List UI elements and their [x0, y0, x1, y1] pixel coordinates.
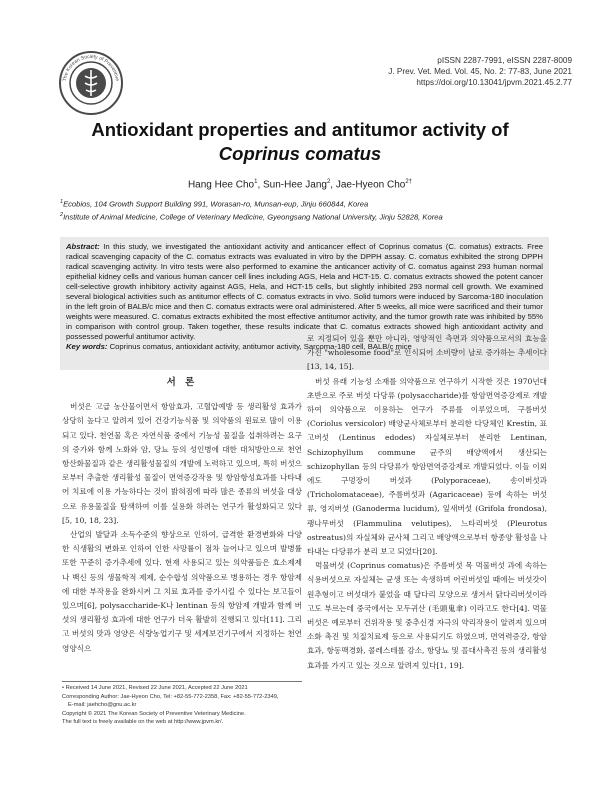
- author-2: Sun-Hee Jang: [263, 179, 327, 191]
- logo-text: The Korean Society of Preventive: [62, 53, 120, 82]
- body-paragraph: 버섯 유래 기능성 소재를 의약품으로 연구하기 시작한 것은 1970년대 초반으로 주로 버섯 다당류 (polysaccharide)를 항암면역증강제로 개발하여 의약품으로 이용하는 연구가 주류를 이루었으며, 구름버섯 (Coriolus versicolor) 배양균사체로부터 분리한 다당체인 Krestin, 표고버섯 (Lentinus edodes) 자실체로부터 분리한 Lentinan, Schizophyllum commune 균주의 배양액에서 생산되는 schizophyllan 등의 다당류가 항암면역증강제로 개발되었다. 이들 이외에도 구멍장이 버섯과 (Polyporaceae), 송이버섯과 (Tricholomataceae), 주름버섯과 (Agaricaceae) 등에 속하는 버섯류, 영지버섯 (Ganoderma lucidum), 잎새버섯 (Grifola frondosa), 팽나무버섯 (Flammulina velutipes), 느타리버섯 (Pleurotus ostreatus)의 자실체와 균사체 그리고 배양액으로부터 항종양 활성을 나타내는 다당류가 분리 보고 되었다[20].: [307, 376, 547, 557]
- issn-line: pISSN 2287-7991, eISSN 2287-8009: [437, 56, 572, 65]
- abstract-paragraph: [66, 242, 543, 342]
- corresponding-author: Corresponding Author: Jae-Hyeon Cho, Tel: +82-55-772-2358, Fax: +82-55-772-2349,: [62, 693, 279, 700]
- title-species: Coprinus comatus: [218, 143, 382, 164]
- affiliation-number: 2: [60, 211, 64, 218]
- title-main: Antioxidant properties and antitumor activity of: [91, 119, 509, 140]
- author-3: Jae-Hyeon Cho: [335, 179, 406, 191]
- received-dates: • Received 14 June 2021, Revised 22 June 2021, Accepted 22 June 2021: [62, 685, 248, 691]
- body-paragraph: 버섯은 고급 농산물이면서 항암효과, 고혈압예방 등 생리활성 효과가 상당히 높다고 알려져 있어 건강기능식품 및 의약품의 원료로 많이 이용되고 있다. 천연물 혹은 자연식품 중에서 기능성 물질을 섭취하려는 요구의 증가와 함께 노화와 암, 당뇨 등의 성인병에 대한 대처방안으로 천연 항산화물질과 같은 생리활성물질의 개발에 노력하고 있으며, 특히 버섯으로부터 추출한 생리활성 물질이 면역증강작용 및 항암항성효과를 나타내어 치료에 이용 가능하다는 것이 밝혀짐에 따라 많은 종류의 버섯을 대상으로 유용물질을 탐색하여 이를 실용화 하려는 연구가 활성화되고 있다[5, 10, 18, 23].: [62, 402, 302, 525]
- journal-meta: [388, 55, 572, 88]
- footnote-rule: [62, 681, 302, 682]
- citation-line: J. Prev. Vet. Med. Vol. 45, No. 2: 77-83, June 2021: [388, 67, 572, 76]
- abstract-text: In this study, we investigated the antioxidant activity and anticancer effect of Coprinus comatus (C. comatus) extracts. Free radical scavenging capacity of the C. comatus extracts was evaluated in vitro by the DPPH assay. C. comatus exhibited the strong DPPH radical scavenging activity. In vitro tests were also performed to examine the anticancer activity of C. comatus against 293 human normal epithelial kidney cells and various human cancer cell lines including AGS, Hela and HCT-15. C. comatus extracts showed the potent cancer cell-selective growth inhibitory activity against AGS, Hela, and HCT-15 cells, but slightly inhibited 293 normal cell growth. We examined several biological activities such as antitumor effects of C. comatus extracts in vivo. Solid tumors were induced by Sarcoma-180 inoculation in the left groin of BALB/c mice and then C. comatus extracts were oral administered. After 5 weeks, all mice were sacrificed and their tumor weights were measured. C. comatus extracts exhibited the most effective antitumor activity, and the tumor growth rate was inhibited by 55% in comparison with control group. Taken together, these results indicate that C. comatus extracts showed high antioxidant activity and possessed powerful antitumor activity.: [66, 242, 543, 341]
- copyright: Copyright © 2021 The Korean Society of Preventive Veterinary Medicine.: [62, 710, 246, 717]
- author-separator: ,: [330, 179, 336, 191]
- body-paragraph: 로 지정되어 있을 뿐만 아니라, 영양적인 측면과 의약품으로서의 효능을 가진 "wholesome food"로 인식되어 소비량이 날로 증가하는 추세이다[13, 14, 15].: [307, 334, 547, 372]
- right-column: [307, 332, 547, 673]
- body-paragraph: 먹물버섯 (Coprinus comatus)은 주름버섯 목 먹물버섯 과에 속하는 식용버섯으로 자실체는 균생 또는 속생하며 어린버섯일 때에는 버섯갓이 원추형이고 버섯대가 붙었을 때 달다리 모양으로 생겨서 닭다리버섯이라고도 부르는데 중국에서는 모두귀산 (毛頭鬼傘) 이라고도 한다[4]. 먹물버섯은 예로부터 건위작용 및 중추신경 자극의 약리작용이 알려져 있으며 소화 촉진 및 치질치료제 등으로 사용되기도 하였으며, 면역력증강, 항암 효과, 항동맥경화, 콜레스테롤 감소, 항당뇨 및 꼴대사촉진 등의 생리활성 효과를 가지고 있는 것으로 알려져 있다[1, 19].: [307, 561, 547, 670]
- left-column: [62, 372, 302, 656]
- author-1: Hang Hee Cho: [187, 179, 255, 191]
- doi-link[interactable]: https://doi.org/10.13041/jpvm.2021.45.2.77: [416, 78, 572, 87]
- affiliations: [60, 197, 560, 222]
- author-2-affil: 2: [326, 179, 331, 185]
- affiliation-number: 1: [60, 199, 64, 205]
- author-list: [0, 179, 600, 190]
- fulltext-note: The full text is freely available on the web at http://www.jpvm.kr/.: [62, 719, 224, 726]
- article-title: [60, 118, 540, 166]
- body-paragraph: 산업의 발달과 소득수준의 향상으로 인하여, 급격한 환경변화와 다양한 식생활의 변화로 인하여 인한 사망률이 점차 늘어나고 있으며 발병률 또한 꾸준히 증가추세에 있다. 현재 사용되고 있는 의약품들은 효소제제나 백신 등의 생물학적 제제, 순수합성 의약품으로 병용하는 경우 항암제에 대한 부작용을 완화시켜 그 치료 효과를 증가시킬 수 있다는 보고들이 있으며[6], polysaccharide-K나 lentinan 등의 항암제 개발과 함께 버섯의 생리활성 효과에 대한 연구가 더욱 활발히 진행되고 있다[11]. 그리고 버섯의 맛과 영양은 식량농업기구 및 세계보건기구에서 지정하는 천연 영양식으: [62, 530, 302, 653]
- affiliation-2: [60, 210, 560, 223]
- author-separator: ,: [257, 179, 264, 191]
- society-logo: [58, 50, 124, 116]
- email[interactable]: E-mail: jaehcho@gnu.ac.kr: [68, 702, 137, 709]
- affiliation-1: [60, 197, 560, 210]
- author-3-affil: 2†: [405, 179, 413, 185]
- affiliation-text: Institute of Animal Medicine, College of Veterinary Medicine, Gyeongsang National University, Jinju 52828, Korea: [63, 212, 443, 222]
- keywords-label: Key words:: [66, 342, 108, 351]
- keywords-text: Coprinus comatus, antioxidant activity, antitumor activity, Sarcoma-180 cell, BALB/c mice: [107, 342, 412, 351]
- abstract-label: Abstract:: [66, 242, 100, 251]
- footnotes: [62, 684, 307, 727]
- author-1-affil: 1: [254, 179, 258, 185]
- section-heading: 서 론: [166, 377, 198, 388]
- affiliation-text: Ecobios, 104 Growth Support Building 991, Worasan-ro, Munsan-eup, Jinju 660844, Korea: [63, 199, 369, 209]
